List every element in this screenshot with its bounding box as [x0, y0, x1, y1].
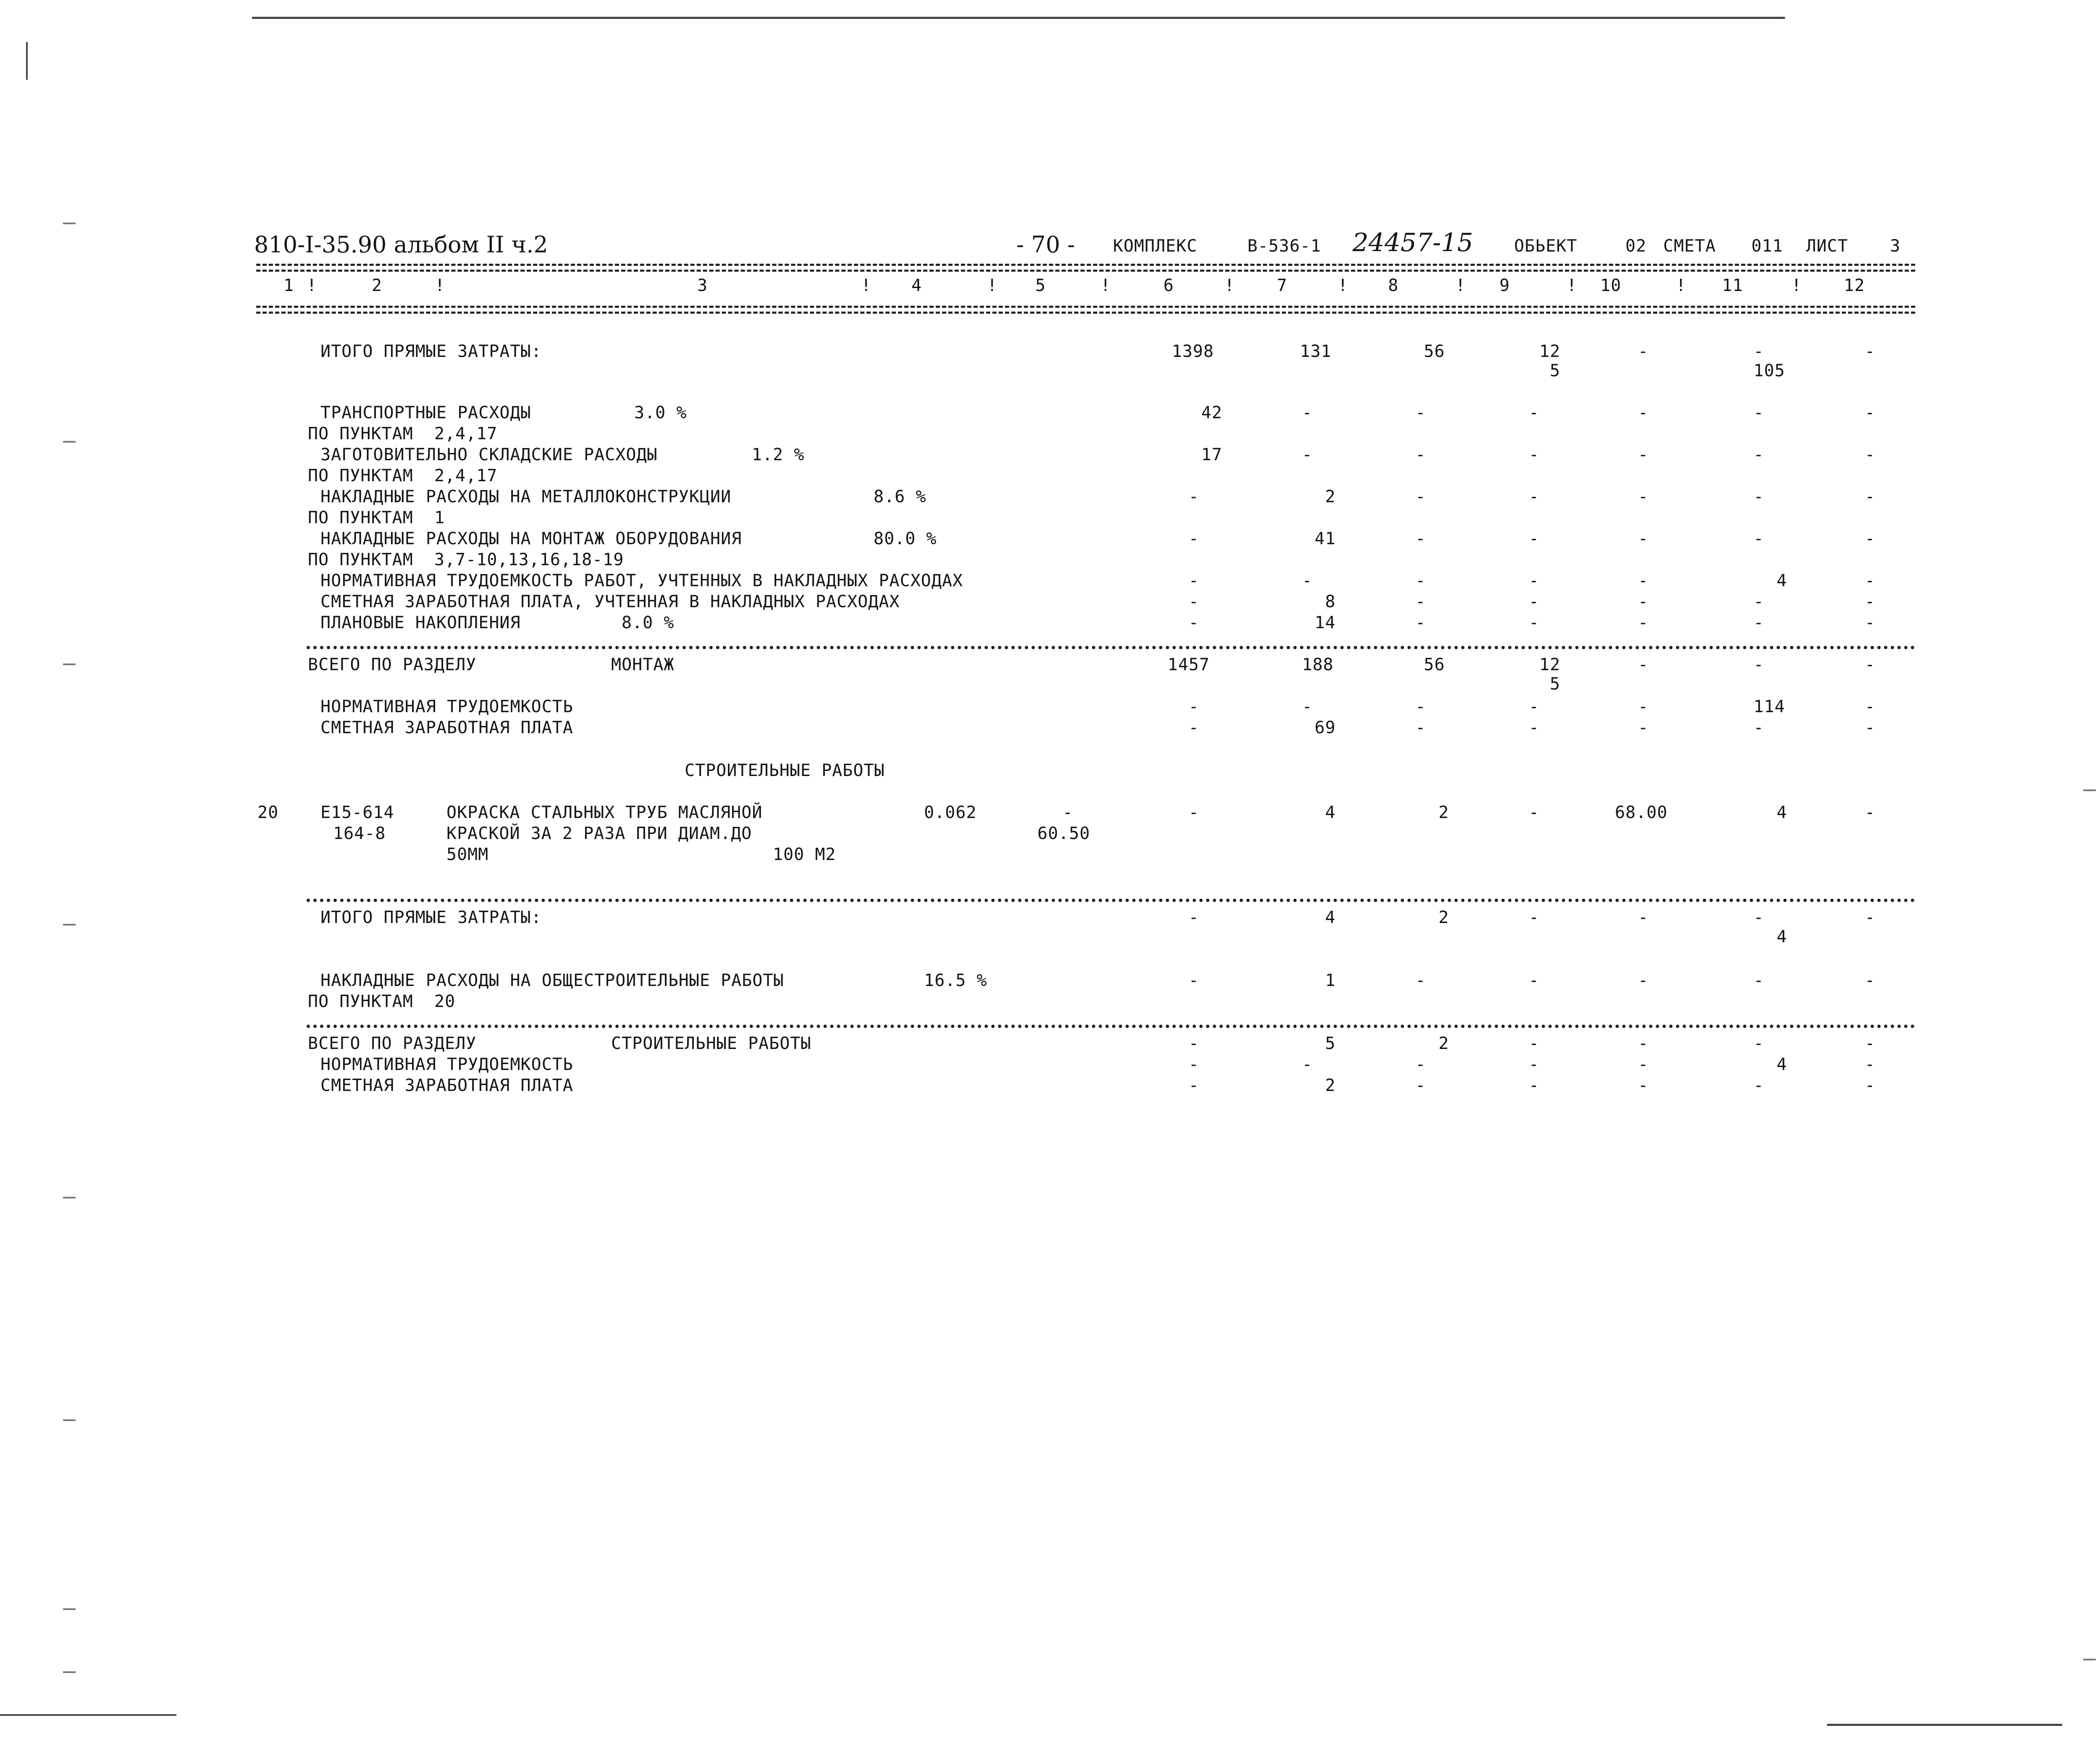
dotted-separator: [307, 1025, 1915, 1031]
margin-tick: [63, 924, 76, 926]
col10-value: -: [1638, 1034, 1649, 1053]
col9-value-2: 5: [1550, 361, 1561, 380]
margin-tick: [63, 1608, 76, 1610]
row-label: НОРМАТИВНАЯ ТРУДОЕМКОСТЬ РАБОТ, УЧТЕННЫХ В НАКЛАДНЫХ РАСХОДАХ: [320, 571, 963, 590]
col8-value: -: [1415, 971, 1426, 990]
complex-label: КОМПЛЕКС: [1113, 236, 1197, 256]
col11-value: -: [1754, 1076, 1764, 1095]
col10-value: -: [1638, 445, 1649, 464]
col-num-8: 8: [1388, 276, 1399, 295]
col-sep: !: [1791, 276, 1802, 295]
col12-value: -: [1865, 403, 1876, 422]
row-label: СМЕТНАЯ ЗАРАБОТНАЯ ПЛАТА: [320, 1076, 573, 1095]
col9-value: -: [1529, 908, 1540, 927]
col11-value: -: [1754, 487, 1764, 506]
col11-value: 114: [1754, 697, 1785, 716]
col9-value: -: [1529, 529, 1540, 548]
col8-value: -: [1415, 403, 1426, 422]
col11-value: -: [1754, 613, 1764, 632]
col6-value: 42: [1201, 403, 1223, 422]
margin-tick: [2083, 1659, 2096, 1660]
col12-value: -: [1865, 445, 1876, 464]
estimate-label: СМЕТА: [1663, 236, 1716, 256]
item-desc-line-2: КРАСКОЙ ЗА 2 РАЗА ПРИ ДИАМ.ДО: [446, 824, 752, 843]
col9-value: 12: [1539, 655, 1561, 674]
row-label: ИТОГО ПРЯМЫЕ ЗАТРАТЫ:: [320, 342, 542, 361]
col10-value: -: [1638, 613, 1649, 632]
col12-value: -: [1865, 487, 1876, 506]
col12-value: -: [1865, 529, 1876, 548]
scan-edge-bottom: [1827, 1724, 2062, 1726]
col9-value: -: [1529, 1076, 1540, 1095]
header-rule-bottom: [256, 306, 1915, 310]
col12-value: -: [1865, 1034, 1876, 1053]
col6-value: -: [1189, 1076, 1200, 1095]
col11-value: 4: [1777, 803, 1788, 822]
col10-value: -: [1638, 403, 1649, 422]
col10-value: -: [1638, 971, 1649, 990]
col7-value: 4: [1325, 908, 1336, 927]
col7-value: 2: [1325, 487, 1336, 506]
col12-value: -: [1865, 1076, 1876, 1095]
col7-value: 4: [1325, 803, 1336, 822]
doc-code: 810-I-35.90 альбом II ч.2: [254, 231, 548, 258]
col10-value: -: [1638, 1055, 1649, 1074]
col11-value: -: [1754, 655, 1764, 674]
col-sep: !: [435, 276, 446, 295]
col11-value: -: [1754, 971, 1764, 990]
margin-tick: [63, 1419, 76, 1421]
col8-value: 2: [1438, 908, 1449, 927]
col4-value: 0.062: [924, 803, 977, 822]
col8-value: 2: [1438, 1034, 1449, 1053]
col6-value: -: [1189, 908, 1200, 927]
item-code: Е15-614: [320, 803, 394, 822]
col9-value: -: [1529, 971, 1540, 990]
col11-value: -: [1754, 718, 1764, 737]
col10-value: -: [1638, 655, 1649, 674]
col11-value-2: 4: [1777, 927, 1788, 947]
col9-value: -: [1529, 592, 1540, 611]
col9-value: 12: [1539, 342, 1561, 361]
header-rule-top: [256, 264, 1915, 268]
item-desc-line-3: 50ММ: [446, 845, 489, 864]
col7-value: -: [1302, 445, 1313, 464]
row-percent: 8.6 %: [874, 487, 927, 506]
col5-value-2: 60.50: [1037, 824, 1090, 843]
page-number: - 70 -: [1016, 231, 1075, 258]
col7-value: -: [1302, 571, 1313, 590]
col-num-10: 10: [1600, 276, 1622, 295]
col6-value: -: [1189, 697, 1200, 716]
row-percent: 8.0 %: [622, 613, 675, 632]
col9-value: -: [1529, 403, 1540, 422]
col12-value: -: [1865, 592, 1876, 611]
col9-value: -: [1529, 487, 1540, 506]
col11-value: -: [1754, 445, 1764, 464]
col11-value: 4: [1777, 571, 1788, 590]
col9-value: -: [1529, 571, 1540, 590]
scan-edge-left: [26, 42, 28, 80]
object-label: ОБЬЕКТ: [1514, 236, 1578, 256]
col-num-12: 12: [1844, 276, 1865, 295]
row-label: СМЕТНАЯ ЗАРАБОТНАЯ ПЛАТА, УЧТЕННАЯ В НАКЛАДНЫХ РАСХОДАХ: [320, 592, 900, 611]
row-items: ПО ПУНКТАМ 2,4,17: [308, 466, 498, 485]
col6-value: -: [1189, 613, 1200, 632]
margin-tick: [2083, 789, 2096, 791]
col10-value: -: [1638, 697, 1649, 716]
col-num-6: 6: [1163, 276, 1174, 295]
dotted-separator: [307, 646, 1915, 653]
object-value: 02: [1625, 236, 1647, 256]
col11-value-2: 105: [1754, 361, 1785, 380]
col11-value: -: [1754, 908, 1764, 927]
col-num-3: 3: [697, 276, 708, 295]
col11-value: -: [1754, 403, 1764, 422]
col6-value: -: [1189, 971, 1200, 990]
col7-value: 69: [1315, 718, 1336, 737]
row-label: ТРАНСПОРТНЫЕ РАСХОДЫ: [320, 403, 531, 422]
row-percent: 1.2 %: [752, 445, 805, 464]
row-items: ПО ПУНКТАМ 3,7-10,13,16,18-19: [308, 550, 624, 569]
col6-value: -: [1189, 718, 1200, 737]
col12-value: -: [1865, 908, 1876, 927]
row-label: НАКЛАДНЫЕ РАСХОДЫ НА ОБЩЕСТРОИТЕЛЬНЫЕ РАБОТЫ: [320, 971, 784, 990]
col-sep: !: [1100, 276, 1111, 295]
col8-value: -: [1415, 613, 1426, 632]
col8-value: -: [1415, 697, 1426, 716]
col8-value: -: [1415, 529, 1426, 548]
col7-value: -: [1302, 403, 1313, 422]
col12-value: -: [1865, 342, 1876, 361]
col7-value: 2: [1325, 1076, 1336, 1095]
section-label: ВСЕГО ПО РАЗДЕЛУ: [308, 655, 477, 674]
row-percent: 80.0 %: [874, 529, 937, 548]
col6-value: 1457: [1168, 655, 1210, 674]
col12-value: -: [1865, 697, 1876, 716]
col6-value: -: [1189, 487, 1200, 506]
col8-value: 56: [1424, 342, 1445, 361]
row-label: ПЛАНОВЫЕ НАКОПЛЕНИЯ: [320, 613, 521, 632]
col9-value: -: [1529, 697, 1540, 716]
col-num-2: 2: [372, 276, 383, 295]
row-label: СМЕТНАЯ ЗАРАБОТНАЯ ПЛАТА: [320, 718, 573, 737]
col7-value: 8: [1325, 592, 1336, 611]
col10-value: -: [1638, 487, 1649, 506]
margin-tick: [63, 1197, 76, 1198]
col11-value: -: [1754, 342, 1764, 361]
col6-value: -: [1189, 529, 1200, 548]
col12-value: -: [1865, 613, 1876, 632]
col8-value: -: [1415, 487, 1426, 506]
section-label: ВСЕГО ПО РАЗДЕЛУ: [308, 1034, 477, 1053]
col8-value: 2: [1438, 803, 1449, 822]
scan-edge-bottom-left: [0, 1714, 176, 1716]
col5-value: -: [1063, 803, 1074, 822]
dotted-separator: [307, 899, 1915, 905]
col-num-1: 1: [284, 276, 294, 295]
col12-value: -: [1865, 971, 1876, 990]
col8-value: 56: [1424, 655, 1445, 674]
col10-value: -: [1638, 718, 1649, 737]
col12-value: -: [1865, 655, 1876, 674]
col-sep: !: [861, 276, 872, 295]
col7-value: -: [1302, 1055, 1313, 1074]
col12-value: -: [1865, 803, 1876, 822]
col7-value: 1: [1325, 971, 1336, 990]
row-label: НАКЛАДНЫЕ РАСХОДЫ НА МОНТАЖ ОБОРУДОВАНИЯ: [320, 529, 742, 548]
row-label: НОРМАТИВНАЯ ТРУДОЕМКОСТЬ: [320, 697, 573, 716]
col10-value: -: [1638, 342, 1649, 361]
col7-value: -: [1302, 697, 1313, 716]
col-sep: !: [1676, 276, 1687, 295]
col10-value: -: [1638, 571, 1649, 590]
col7-value: 188: [1302, 655, 1334, 674]
col-sep: !: [1455, 276, 1466, 295]
section-name: СТРОИТЕЛЬНЫЕ РАБОТЫ: [611, 1034, 811, 1053]
col8-value: -: [1415, 445, 1426, 464]
sheet-label: ЛИСТ: [1806, 236, 1848, 256]
col-sep: !: [1224, 276, 1235, 295]
col9-value: -: [1529, 1055, 1540, 1074]
margin-tick: [63, 223, 76, 224]
col11-value: 4: [1777, 1055, 1788, 1074]
col6-value: 1398: [1172, 342, 1214, 361]
col10-value: -: [1638, 529, 1649, 548]
margin-tick: [63, 663, 76, 665]
col9-value: -: [1529, 1034, 1540, 1053]
col-num-5: 5: [1035, 276, 1046, 295]
col9-value: -: [1529, 803, 1540, 822]
col-sep: !: [307, 276, 318, 295]
col12-value: -: [1865, 571, 1876, 590]
handwritten-code: 24457-15: [1352, 228, 1473, 257]
col-sep: !: [987, 276, 998, 295]
col6-value: 17: [1201, 445, 1223, 464]
col6-value: -: [1189, 571, 1200, 590]
item-desc-line-1: ОКРАСКА СТАЛЬНЫХ ТРУБ МАСЛЯНОЙ: [446, 803, 763, 822]
row-label: НОРМАТИВНАЯ ТРУДОЕМКОСТЬ: [320, 1055, 573, 1074]
row-label: ИТОГО ПРЯМЫЕ ЗАТРАТЫ:: [320, 908, 542, 927]
col-sep: !: [1338, 276, 1349, 295]
section-title-construction: СТРОИТЕЛЬНЫЕ РАБОТЫ: [685, 761, 885, 780]
col11-value: -: [1754, 1034, 1764, 1053]
header-rule-top-2: [256, 270, 1915, 274]
col11-value: -: [1754, 529, 1764, 548]
col-num-4: 4: [911, 276, 922, 295]
col12-value: -: [1865, 1055, 1876, 1074]
section-name: МОНТАЖ: [611, 655, 675, 674]
col10-value: 68.00: [1615, 803, 1668, 822]
row-label: НАКЛАДНЫЕ РАСХОДЫ НА МЕТАЛЛОКОНСТРУКЦИИ: [320, 487, 732, 506]
col-num-9: 9: [1499, 276, 1510, 295]
col9-value: -: [1529, 718, 1540, 737]
col7-value: 14: [1315, 613, 1336, 632]
row-percent: 3.0 %: [634, 403, 687, 422]
col6-value: -: [1189, 1034, 1200, 1053]
col10-value: -: [1638, 592, 1649, 611]
col8-value: -: [1415, 1055, 1426, 1074]
col7-value: 41: [1315, 529, 1336, 548]
col8-value: -: [1415, 592, 1426, 611]
margin-tick: [63, 441, 76, 443]
estimate-value: 011: [1751, 236, 1783, 256]
col12-value: -: [1865, 718, 1876, 737]
col6-value: -: [1189, 592, 1200, 611]
item-number: 20: [257, 803, 279, 822]
row-percent: 16.5 %: [924, 971, 987, 990]
scan-edge-top: [252, 17, 1785, 19]
row-items: ПО ПУНКТАМ 20: [308, 992, 456, 1011]
complex-code: В-536-1: [1247, 236, 1321, 256]
margin-tick: [63, 1671, 76, 1673]
col9-value: -: [1529, 613, 1540, 632]
row-items: ПО ПУНКТАМ 2,4,17: [308, 424, 498, 443]
row-items: ПО ПУНКТАМ 1: [308, 508, 445, 527]
col-sep: !: [1567, 276, 1578, 295]
col11-value: -: [1754, 592, 1764, 611]
sheet-value: 3: [1890, 236, 1901, 256]
col10-value: -: [1638, 1076, 1649, 1095]
col9-value-2: 5: [1550, 674, 1561, 694]
row-label: ЗАГОТОВИТЕЛЬНО СКЛАДСКИЕ РАСХОДЫ: [320, 445, 658, 464]
col-num-7: 7: [1277, 276, 1288, 295]
col10-value: -: [1638, 908, 1649, 927]
col6-value: -: [1189, 1055, 1200, 1074]
col6-value: -: [1189, 803, 1200, 822]
item-unit: 100 М2: [773, 845, 836, 864]
item-code-2: 164-8: [333, 824, 386, 843]
col9-value: -: [1529, 445, 1540, 464]
col8-value: -: [1415, 1076, 1426, 1095]
col7-value: 5: [1325, 1034, 1336, 1053]
col7-value: 131: [1300, 342, 1332, 361]
col8-value: -: [1415, 718, 1426, 737]
header-rule-bottom-2: [256, 312, 1915, 316]
col-num-11: 11: [1722, 276, 1743, 295]
col8-value: -: [1415, 571, 1426, 590]
